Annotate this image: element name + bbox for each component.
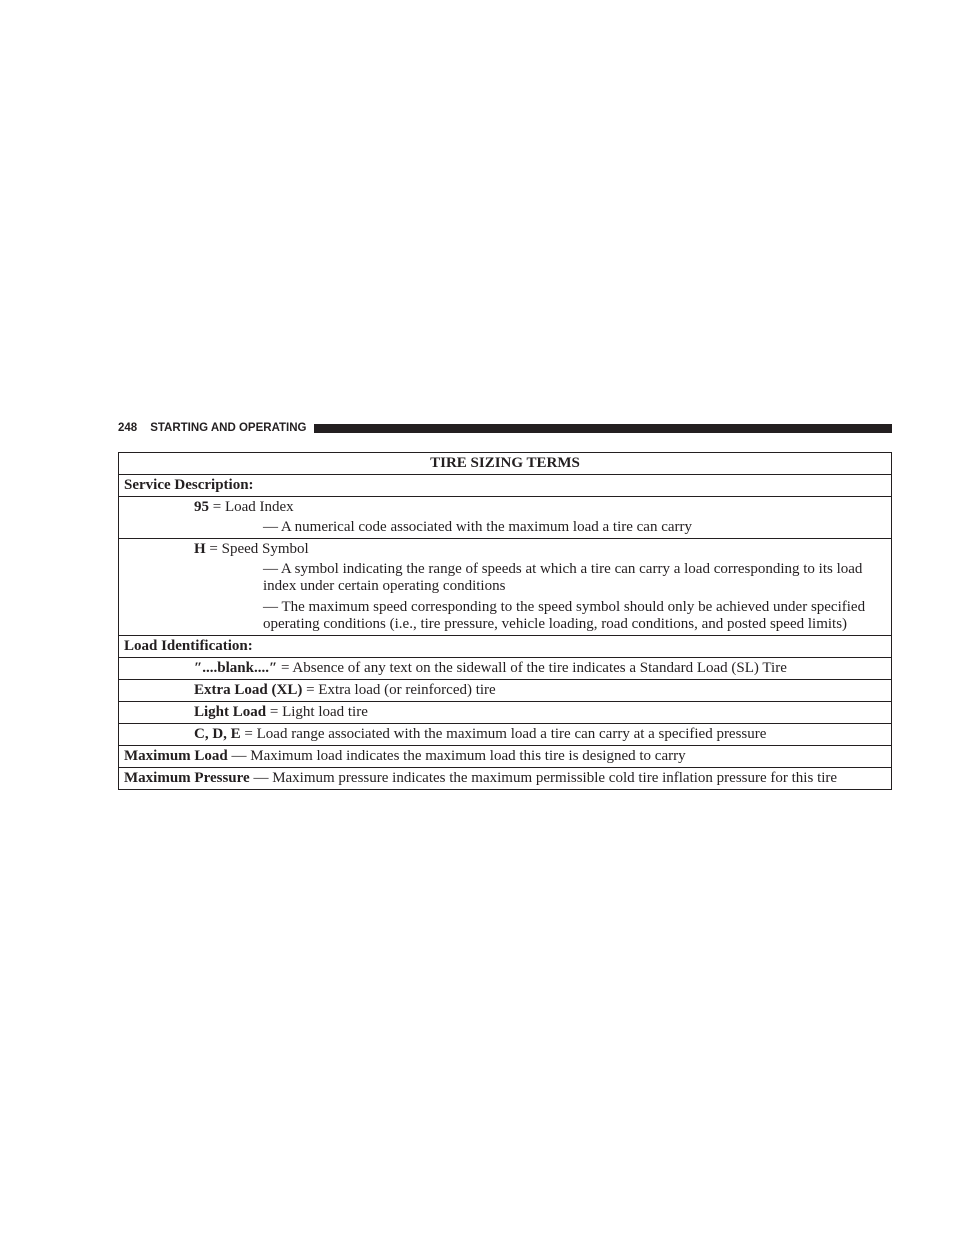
table-row (119, 539, 892, 636)
table-row (119, 497, 892, 539)
load-id-cell (119, 680, 892, 702)
load-id-term: Extra Load (XL) (194, 682, 303, 698)
load-id-definition: = Load range associated with the maximum load a tire can carry at a specified pressure (240, 726, 767, 742)
speed-symbol-definition: = Speed Symbol (205, 541, 309, 557)
table-row (119, 702, 892, 724)
section-title: STARTING AND OPERATING (150, 422, 307, 434)
load-id-line (124, 726, 886, 743)
table-row (119, 724, 892, 746)
tire-sizing-terms-table (118, 452, 892, 790)
service-description-heading: Service Description: (119, 475, 892, 497)
maximum-pressure-cell (119, 768, 892, 790)
load-id-line (124, 704, 886, 721)
page-header (118, 420, 892, 436)
speed-symbol-line (124, 541, 886, 558)
maximum-pressure-definition: — Maximum pressure indicates the maximum permissible cold tire inflation pressure for this tire (249, 770, 838, 786)
table-row (119, 658, 892, 680)
maximum-load-term: Maximum Load (124, 748, 228, 764)
load-identification-heading: Load Identification: (119, 636, 892, 658)
load-id-term: Light Load (194, 704, 267, 720)
load-index-term: 95 (194, 499, 209, 515)
table-row (119, 636, 892, 658)
speed-symbol-note: — A symbol indicating the range of speeds at which a tire can carry a load corresponding to its load index under certain operating conditions (263, 561, 863, 594)
load-id-definition: = Absence of any text on the sidewall of the tire indicates a Standard Load (SL) Tire (277, 660, 787, 676)
load-id-cell (119, 658, 892, 680)
speed-symbol-term: H (194, 541, 206, 557)
maximum-load-definition: — Maximum load indicates the maximum load this tire is designed to carry (227, 748, 686, 764)
load-id-cell (119, 724, 892, 746)
speed-symbol-note: — The maximum speed corresponding to the speed symbol should only be achieved under specified operating conditions (i.e., tire pressure, vehicle loading, road conditions, and posted speed limits) (263, 599, 866, 632)
load-index-line (124, 499, 886, 516)
load-index-cell (119, 497, 892, 539)
speed-symbol-cell (119, 539, 892, 636)
load-id-term: C, D, E (194, 726, 241, 742)
load-id-line (124, 660, 886, 677)
table-row (119, 746, 892, 768)
header-rule (314, 424, 893, 433)
maximum-pressure-term: Maximum Pressure (124, 770, 250, 786)
page-number: 248 (118, 422, 138, 434)
load-index-definition: = Load Index (209, 499, 294, 515)
load-id-line (124, 682, 886, 699)
load-id-definition: = Light load tire (266, 704, 368, 720)
table-row (119, 475, 892, 497)
table-title: TIRE SIZING TERMS (119, 453, 892, 475)
load-id-cell (119, 702, 892, 724)
table-row (119, 680, 892, 702)
load-id-term: ″....blank....″ (194, 660, 278, 676)
load-id-definition: = Extra load (or reinforced) tire (302, 682, 496, 698)
table-row (119, 768, 892, 790)
table-row (119, 453, 892, 475)
load-index-note: — A numerical code associated with the maximum load a tire can carry (263, 519, 693, 535)
maximum-load-cell (119, 746, 892, 768)
